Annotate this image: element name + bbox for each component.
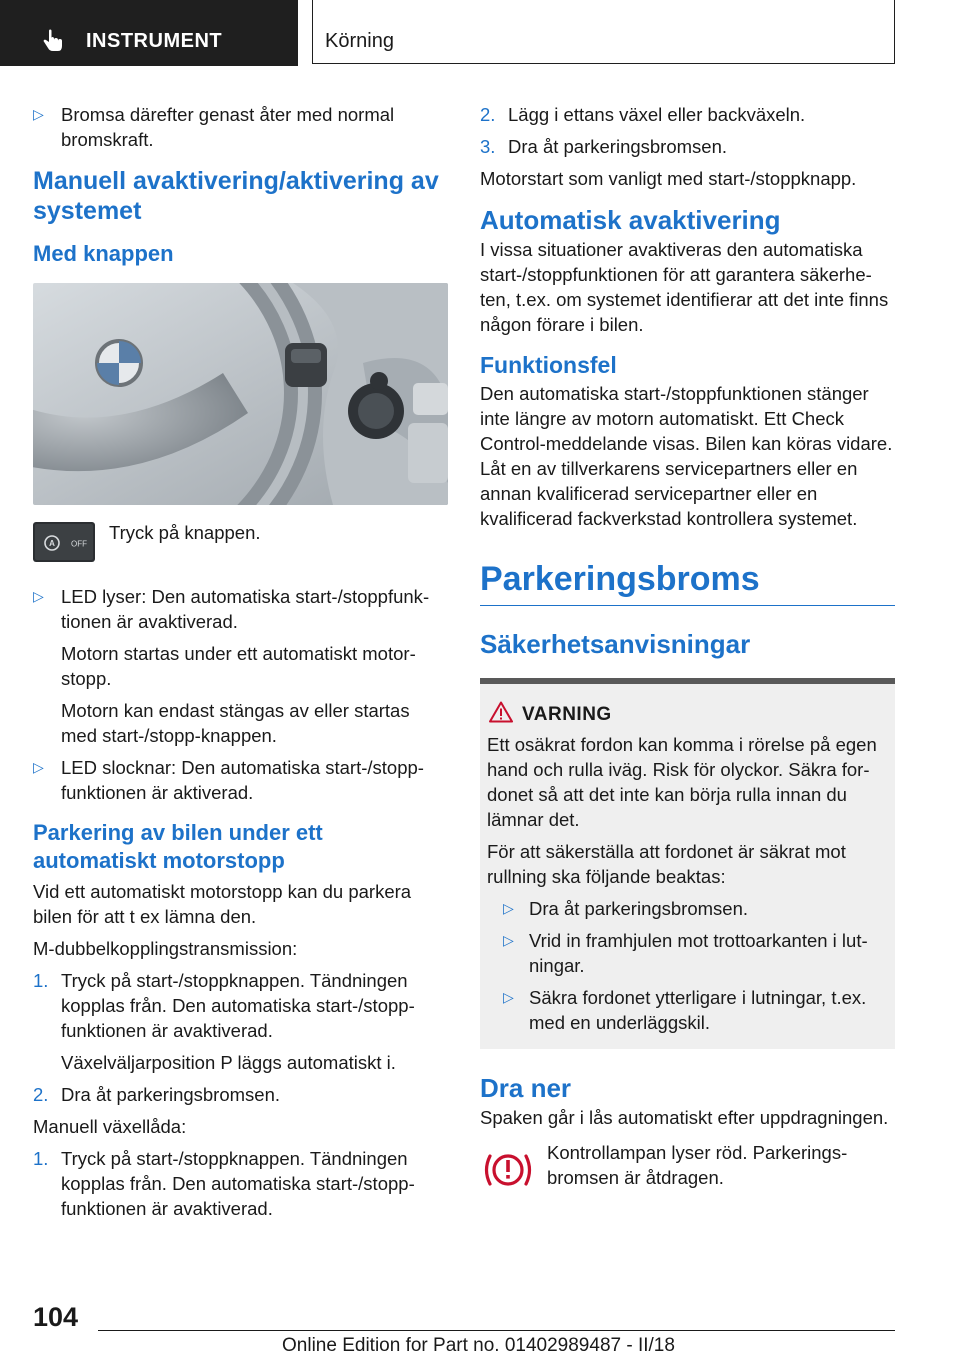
footer-divider — [98, 1330, 895, 1331]
heading-pull: Dra ner — [480, 1073, 572, 1103]
paragraph: Ett osäkrat fordon kan komma i rörelse på egen hand och rulla iväg. Risk för olyckor. Säkra fordonet så att det inte kan börja rulla innan du lämnar det. — [487, 734, 877, 830]
chapter-title: Körning — [325, 30, 394, 52]
paragraph: För att säkerställa att fordonet är säkrat mot rullning ska följande beaktas: — [487, 841, 846, 887]
list-item: ▷ LED lyser: Den automatiska start-/stoppfunktionen är avaktiverad. — [33, 586, 430, 632]
list-item: ▷ Dra åt parkeringsbromsen. — [503, 898, 749, 919]
heading-auto: Automatisk avaktivering — [480, 205, 781, 235]
list-item: ▷ LED slocknar: Den automatiska start-/stoppfunktionen är aktiverad. — [33, 757, 424, 803]
paragraph: I vissa situationer avaktiveras den automatiska start-/stoppfunktionen för att garantera säkerheten, t.ex. om systemet identifierar att det inte finns någon förare i bilen. — [480, 239, 889, 335]
triangle-bullet-icon: ▷ — [503, 900, 514, 916]
triangle-bullet-icon: ▷ — [503, 932, 514, 948]
paragraph: M-dubbelkopplingstransmission: — [33, 938, 298, 959]
svg-text:OFF: OFF — [71, 539, 87, 549]
header-chapter-tab — [312, 0, 895, 64]
heading-button: Med knappen — [33, 241, 174, 266]
brake-warning-lamp-icon — [482, 1150, 534, 1190]
paragraph: Motorn kan endast stängas av eller startas med start-/stopp-knappen. — [61, 700, 410, 746]
button-instruction — [33, 522, 448, 584]
triangle-bullet-icon: ▷ — [33, 106, 44, 122]
numbered-item: 2. Dra åt parkeringsbromsen. — [33, 1084, 281, 1105]
left-column — [33, 102, 448, 1221]
heading-parking: Parkering av bilen under ett automatiskt motorstopp — [33, 820, 323, 873]
triangle-bullet-icon: ▷ — [33, 588, 44, 604]
section-title: INSTRUMENT — [86, 30, 223, 52]
right-column — [480, 102, 895, 1200]
list-item: ▷ Säkra fordonet ytterligare i lutningar, t.ex. med en underläggskil. — [503, 987, 867, 1033]
warning-box — [480, 678, 895, 1049]
paragraph: Manuell växellåda: — [33, 1116, 187, 1137]
paragraph: Den automatiska start-/stoppfunktionen stänger inte längre av motorn automatiskt. Ett Check Control-meddelande visas. Bilen kan köras vidare. Låt en av tillverkarens servicepartners eller en annan kvalificerad servicepartner eller en kvalificerad fackverkstad kontrollera systemet. — [480, 383, 893, 529]
paragraph: Växelväljarposition P läggs automatiskt i. — [61, 1052, 396, 1073]
warning-triangle-icon — [489, 701, 513, 723]
triangle-bullet-icon: ▷ — [503, 989, 514, 1005]
warning-title: VARNING — [522, 704, 887, 726]
triangle-bullet-icon: ▷ — [33, 759, 44, 775]
page-number: 104 — [33, 1302, 79, 1332]
numbered-item: 1. Tryck på start-/stoppknappen. Tändningen kopplas från. Den automatiska start-/stoppfunktionen är avaktiverad. — [33, 1148, 415, 1219]
steering-wheel-photo — [33, 283, 448, 505]
svg-text:A: A — [49, 539, 55, 548]
paragraph: Spaken går i lås automatiskt efter uppdragningen. — [480, 1107, 889, 1128]
auto-start-stop-off-button-icon — [33, 522, 95, 562]
hand-pointer-icon — [40, 29, 66, 53]
numbered-item: 2. Lägg i ettans växel eller backväxeln. — [480, 104, 806, 125]
paragraph: Motorn startas under ett automatiskt motorstopp. — [61, 643, 416, 689]
heading-safety: Säkerhetsanvisningar — [480, 629, 751, 659]
heading-fault: Funktionsfel — [480, 352, 617, 378]
list-item: ▷ Vrid in framhjulen mot trottoarkanten i lutningar. — [503, 930, 868, 976]
numbered-item: 3. Dra åt parkeringsbromsen. — [480, 136, 728, 157]
heading-manual: Manuell avaktivering/aktivering av systemet — [33, 167, 439, 225]
paragraph: Vid ett automatiskt motorstopp kan du parkera bilen för att t ex lämna den. — [33, 881, 412, 927]
lamp-caption: Kontrollampan lyser röd. Parkeringsbromsen är åtdragen. — [547, 1142, 848, 1188]
numbered-item: 1. Tryck på start-/stoppknappen. Tändningen kopplas från. Den automatiska start-/stoppfunktionen är avaktiverad. — [33, 970, 415, 1041]
list-item: ▷ Bromsa därefter genast åter med normal bromskraft. — [33, 104, 395, 150]
lamp-instruction — [480, 1140, 895, 1200]
footer-edition: Online Edition for Part no. 01402989487 - II/18 — [282, 1335, 675, 1356]
button-caption: Tryck på knappen. — [109, 522, 261, 543]
paragraph: Motorstart som vanligt med start-/stoppknapp. — [480, 168, 857, 189]
heading-parkbrake: Parkeringsbroms — [480, 560, 760, 598]
header-section-tab — [0, 0, 298, 66]
